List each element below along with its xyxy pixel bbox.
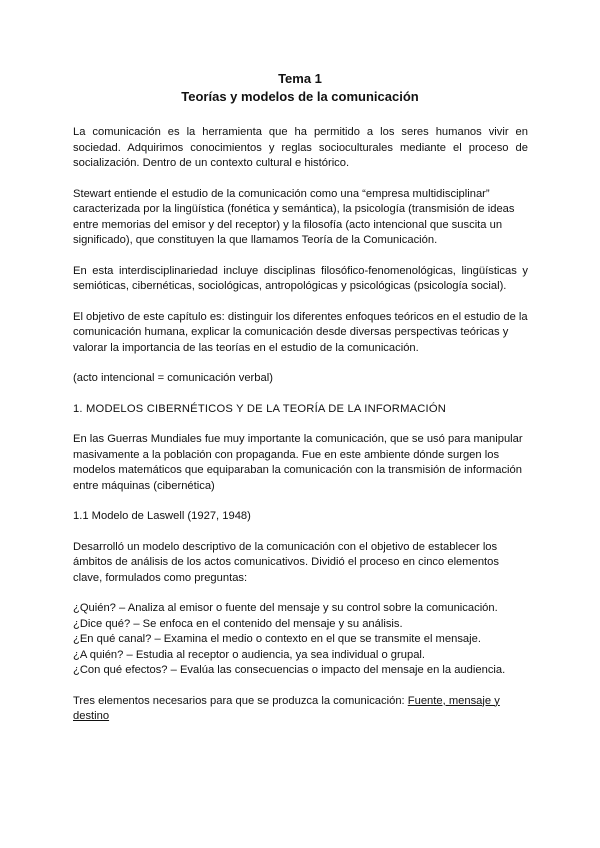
list-item: ¿Quién? – Analiza al emisor o fuente del mensaje y su control sobre la comunicación.	[73, 602, 498, 614]
paragraph-intro: La comunicación es la herramienta que ha permitido a los seres humanos vivir en sociedad. Adquirimos conocimientos y reglas socioculturales mediante el proceso de socialización. Dentro de un contexto cultural e histórico.	[73, 126, 528, 169]
paragraph-interdisciplinarity: En esta interdisciplinariedad incluye disciplinas filosófico-fenomenológicas, lingüísticas y semióticas, cibernéticas, sociológicas, antropológicas y psicológicas (psicología social).	[73, 264, 528, 292]
paragraph-objective: El objetivo de este capítulo es: distinguir los diferentes enfoques teóricos en el estudio de la comunicación humana, explicar la comunicación desde diversas perspectivas teóricas y valorar la importancia de las teorías en el estudio de la comunicación.	[73, 310, 528, 354]
title-block	[0, 70, 600, 106]
title-line-1: Tema 1	[278, 71, 322, 86]
paragraph-elements-text: Tres elementos necesarios para que se produzca la comunicación:	[73, 694, 408, 707]
questions-list	[73, 601, 528, 679]
list-item: ¿Dice qué? – Se enfoca en el contenido del mensaje y su análisis.	[73, 617, 403, 630]
paragraph-wars: En las Guerras Mundiales fue muy importante la comunicación, que se usó para manipular masivamente a la población con propaganda. Fue en este ambiente dónde surgen los modelos matemáticos que equiparaban la comunicación con la transmisión de información entre máquinas (cibernética)	[73, 433, 523, 492]
underlined-elements: Fuente, mensaje y destino	[73, 694, 500, 722]
paragraph-elements	[73, 694, 528, 725]
section-heading-1: 1. MODELOS CIBERNÉTICOS Y DE LA TEORÍA DE LA INFORMACIÓN	[73, 402, 447, 415]
list-item: ¿En qué canal? – Examina el medio o contexto en el que se transmite el mensaje.	[73, 633, 481, 645]
list-item: ¿A quién? – Estudia al receptor o audiencia, ya sea individual o grupal.	[73, 648, 426, 661]
document-body	[73, 125, 528, 740]
title-line-2: Teorías y modelos de la comunicación	[181, 89, 419, 104]
list-item: ¿Con qué efectos? – Evalúa las consecuencias o impacto del mensaje en la audiencia.	[73, 664, 506, 676]
section-heading-1-1: 1.1 Modelo de Laswell (1927, 1948)	[73, 510, 251, 522]
paragraph-laswell: Desarrolló un modelo descriptivo de la comunicación con el objetivo de establecer los ámbitos de análisis de los actos comunicativos. Dividió el proceso en cinco elementos clave, formulados como preguntas:	[73, 540, 499, 584]
paragraph-stewart: Stewart entiende el estudio de la comunicación como una “empresa multidisciplinar” caracterizada por la lingüística (fonética y semántica), la psicología (transmisión de ideas entre memorias del emisor y del receptor) y la filosofía (acto intencional que suscita un significado), que constituyen la que llamamos Teoría de la Comunicación.	[73, 187, 515, 246]
paragraph-note: (acto intencional = comunicación verbal)	[73, 372, 273, 384]
